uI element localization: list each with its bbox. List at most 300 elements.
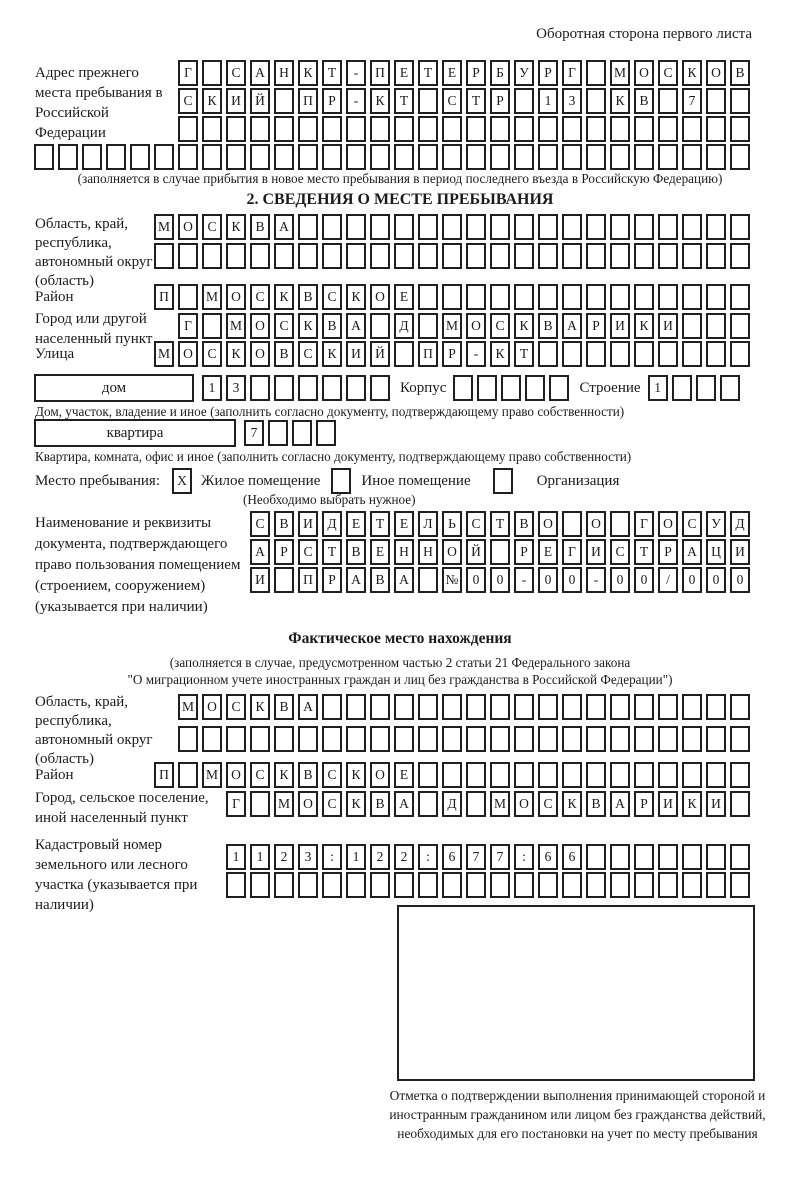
char-cell[interactable] <box>202 144 222 170</box>
char-cell[interactable] <box>682 872 702 898</box>
char-cell[interactable] <box>610 872 630 898</box>
char-cell[interactable] <box>672 375 692 401</box>
char-cell[interactable] <box>730 243 750 269</box>
char-cell[interactable] <box>418 284 438 310</box>
char-cell[interactable] <box>682 694 702 720</box>
char-cell[interactable]: С <box>322 791 342 817</box>
char-cell[interactable] <box>322 116 342 142</box>
char-cell[interactable] <box>658 762 678 788</box>
char-cell[interactable]: - <box>346 60 366 86</box>
char-cell[interactable] <box>696 375 716 401</box>
char-cell[interactable] <box>370 313 390 339</box>
char-cell[interactable] <box>730 313 750 339</box>
char-cell[interactable] <box>178 243 198 269</box>
char-cell[interactable] <box>490 872 510 898</box>
char-cell[interactable] <box>538 243 558 269</box>
char-cell[interactable]: И <box>730 539 750 565</box>
char-cell[interactable]: В <box>370 791 390 817</box>
char-cell[interactable]: В <box>298 762 318 788</box>
char-cell[interactable]: Е <box>370 539 390 565</box>
char-cell[interactable]: Й <box>370 341 390 367</box>
char-cell[interactable] <box>466 762 486 788</box>
char-cell[interactable] <box>610 726 630 752</box>
char-cell[interactable] <box>418 872 438 898</box>
char-cell[interactable] <box>586 844 606 870</box>
char-cell[interactable]: В <box>274 694 294 720</box>
char-cell[interactable] <box>490 726 510 752</box>
char-cell[interactable]: А <box>298 694 318 720</box>
char-cell[interactable]: Р <box>322 567 342 593</box>
char-cell[interactable]: М <box>154 341 174 367</box>
char-cell[interactable] <box>202 60 222 86</box>
char-cell[interactable]: В <box>322 313 342 339</box>
char-cell[interactable] <box>316 420 336 446</box>
char-cell[interactable]: И <box>250 567 270 593</box>
char-cell[interactable] <box>706 243 726 269</box>
char-cell[interactable]: К <box>562 791 582 817</box>
char-cell[interactable] <box>586 88 606 114</box>
char-cell[interactable]: 0 <box>466 567 486 593</box>
char-cell[interactable]: Е <box>394 511 414 537</box>
char-cell[interactable]: 1 <box>346 844 366 870</box>
char-cell[interactable]: А <box>394 791 414 817</box>
char-cell[interactable] <box>322 243 342 269</box>
char-cell[interactable] <box>490 214 510 240</box>
char-cell[interactable] <box>586 144 606 170</box>
char-cell[interactable]: С <box>490 313 510 339</box>
char-cell[interactable] <box>130 144 150 170</box>
char-cell[interactable] <box>549 375 569 401</box>
char-cell[interactable] <box>682 144 702 170</box>
char-cell[interactable]: Ц <box>706 539 726 565</box>
char-cell[interactable] <box>658 144 678 170</box>
char-cell[interactable] <box>514 762 534 788</box>
char-cell[interactable] <box>634 726 654 752</box>
char-cell[interactable] <box>514 726 534 752</box>
char-cell[interactable]: С <box>466 511 486 537</box>
char-cell[interactable]: Р <box>442 341 462 367</box>
char-cell[interactable] <box>586 341 606 367</box>
char-cell[interactable] <box>586 243 606 269</box>
char-cell[interactable]: А <box>250 60 270 86</box>
char-cell[interactable] <box>634 872 654 898</box>
char-cell[interactable] <box>250 116 270 142</box>
char-cell[interactable]: О <box>370 762 390 788</box>
char-cell[interactable] <box>658 872 678 898</box>
char-cell[interactable]: П <box>298 88 318 114</box>
char-cell[interactable] <box>490 284 510 310</box>
char-cell[interactable] <box>514 243 534 269</box>
char-cell[interactable]: 6 <box>442 844 462 870</box>
char-cell[interactable] <box>442 116 462 142</box>
char-cell[interactable] <box>394 872 414 898</box>
char-cell[interactable]: О <box>442 539 462 565</box>
char-cell[interactable] <box>538 341 558 367</box>
char-cell[interactable] <box>730 791 750 817</box>
char-cell[interactable]: 3 <box>226 375 246 401</box>
char-cell[interactable]: М <box>202 762 222 788</box>
residential-checkbox[interactable]: X <box>172 468 192 494</box>
char-cell[interactable] <box>634 144 654 170</box>
char-cell[interactable] <box>106 144 126 170</box>
char-cell[interactable]: П <box>418 341 438 367</box>
char-cell[interactable]: А <box>346 567 366 593</box>
char-cell[interactable]: 3 <box>562 88 582 114</box>
char-cell[interactable] <box>706 88 726 114</box>
char-cell[interactable]: К <box>298 60 318 86</box>
char-cell[interactable] <box>370 694 390 720</box>
char-cell[interactable]: С <box>298 341 318 367</box>
char-cell[interactable] <box>154 243 174 269</box>
char-cell[interactable] <box>394 144 414 170</box>
char-cell[interactable] <box>274 243 294 269</box>
char-cell[interactable] <box>525 375 545 401</box>
char-cell[interactable]: С <box>658 60 678 86</box>
char-cell[interactable]: Й <box>250 88 270 114</box>
char-cell[interactable]: Т <box>466 88 486 114</box>
char-cell[interactable]: Т <box>322 60 342 86</box>
char-cell[interactable] <box>658 88 678 114</box>
char-cell[interactable] <box>682 284 702 310</box>
char-cell[interactable]: В <box>634 88 654 114</box>
char-cell[interactable] <box>706 144 726 170</box>
char-cell[interactable]: О <box>202 694 222 720</box>
char-cell[interactable] <box>730 341 750 367</box>
char-cell[interactable] <box>394 116 414 142</box>
char-cell[interactable] <box>586 116 606 142</box>
char-cell[interactable]: Р <box>466 60 486 86</box>
char-cell[interactable] <box>274 872 294 898</box>
char-cell[interactable]: О <box>514 791 534 817</box>
char-cell[interactable]: К <box>346 284 366 310</box>
char-cell[interactable] <box>562 243 582 269</box>
char-cell[interactable] <box>394 694 414 720</box>
char-cell[interactable]: И <box>346 341 366 367</box>
char-cell[interactable] <box>610 844 630 870</box>
char-cell[interactable]: 7 <box>490 844 510 870</box>
char-cell[interactable]: О <box>706 60 726 86</box>
char-cell[interactable]: 3 <box>298 844 318 870</box>
char-cell[interactable] <box>370 375 390 401</box>
char-cell[interactable] <box>490 144 510 170</box>
char-cell[interactable] <box>682 341 702 367</box>
char-cell[interactable]: М <box>274 791 294 817</box>
char-cell[interactable]: : <box>418 844 438 870</box>
char-cell[interactable] <box>466 872 486 898</box>
char-cell[interactable]: Р <box>322 88 342 114</box>
char-cell[interactable]: К <box>226 341 246 367</box>
char-cell[interactable] <box>370 243 390 269</box>
char-cell[interactable]: Р <box>274 539 294 565</box>
char-cell[interactable]: Д <box>322 511 342 537</box>
char-cell[interactable] <box>370 116 390 142</box>
char-cell[interactable]: 0 <box>634 567 654 593</box>
char-cell[interactable] <box>562 144 582 170</box>
char-cell[interactable] <box>706 116 726 142</box>
char-cell[interactable]: 0 <box>562 567 582 593</box>
char-cell[interactable] <box>34 144 54 170</box>
char-cell[interactable]: С <box>610 539 630 565</box>
char-cell[interactable] <box>250 243 270 269</box>
char-cell[interactable] <box>586 60 606 86</box>
char-cell[interactable]: Г <box>634 511 654 537</box>
char-cell[interactable]: М <box>154 214 174 240</box>
char-cell[interactable] <box>226 144 246 170</box>
char-cell[interactable]: К <box>274 284 294 310</box>
char-cell[interactable] <box>634 694 654 720</box>
char-cell[interactable] <box>634 284 654 310</box>
char-cell[interactable] <box>226 726 246 752</box>
char-cell[interactable]: Д <box>394 313 414 339</box>
char-cell[interactable]: Е <box>394 762 414 788</box>
char-cell[interactable]: - <box>346 88 366 114</box>
char-cell[interactable]: С <box>274 313 294 339</box>
char-cell[interactable]: Г <box>178 313 198 339</box>
char-cell[interactable]: 0 <box>610 567 630 593</box>
char-cell[interactable] <box>501 375 521 401</box>
char-cell[interactable]: К <box>274 762 294 788</box>
char-cell[interactable] <box>154 144 174 170</box>
char-cell[interactable] <box>322 694 342 720</box>
char-cell[interactable]: О <box>298 791 318 817</box>
char-cell[interactable] <box>514 694 534 720</box>
char-cell[interactable] <box>346 116 366 142</box>
char-cell[interactable]: В <box>586 791 606 817</box>
char-cell[interactable]: К <box>322 341 342 367</box>
char-cell[interactable] <box>490 694 510 720</box>
char-cell[interactable] <box>610 243 630 269</box>
char-cell[interactable] <box>682 762 702 788</box>
char-cell[interactable]: А <box>274 214 294 240</box>
char-cell[interactable] <box>706 313 726 339</box>
char-cell[interactable]: Р <box>538 60 558 86</box>
char-cell[interactable] <box>562 694 582 720</box>
char-cell[interactable] <box>538 116 558 142</box>
char-cell[interactable] <box>274 375 294 401</box>
char-cell[interactable]: 0 <box>730 567 750 593</box>
char-cell[interactable]: О <box>466 313 486 339</box>
char-cell[interactable]: Г <box>562 539 582 565</box>
char-cell[interactable]: С <box>538 791 558 817</box>
char-cell[interactable]: Т <box>418 60 438 86</box>
char-cell[interactable]: Т <box>634 539 654 565</box>
char-cell[interactable]: О <box>370 284 390 310</box>
char-cell[interactable] <box>370 872 390 898</box>
char-cell[interactable]: 7 <box>466 844 486 870</box>
char-cell[interactable]: 7 <box>682 88 702 114</box>
char-cell[interactable]: К <box>346 762 366 788</box>
char-cell[interactable]: С <box>322 284 342 310</box>
char-cell[interactable] <box>466 214 486 240</box>
char-cell[interactable] <box>610 694 630 720</box>
char-cell[interactable] <box>226 243 246 269</box>
char-cell[interactable] <box>442 284 462 310</box>
char-cell[interactable] <box>490 116 510 142</box>
char-cell[interactable]: К <box>490 341 510 367</box>
char-cell[interactable]: П <box>154 284 174 310</box>
char-cell[interactable] <box>562 341 582 367</box>
char-cell[interactable]: В <box>298 284 318 310</box>
char-cell[interactable] <box>442 762 462 788</box>
char-cell[interactable] <box>442 694 462 720</box>
char-cell[interactable] <box>274 88 294 114</box>
char-cell[interactable] <box>274 116 294 142</box>
char-cell[interactable] <box>418 726 438 752</box>
char-cell[interactable]: Е <box>442 60 462 86</box>
char-cell[interactable]: С <box>178 88 198 114</box>
char-cell[interactable] <box>658 116 678 142</box>
char-cell[interactable] <box>292 420 312 446</box>
char-cell[interactable] <box>658 341 678 367</box>
char-cell[interactable]: Е <box>346 511 366 537</box>
char-cell[interactable] <box>658 726 678 752</box>
char-cell[interactable]: Т <box>490 511 510 537</box>
char-cell[interactable]: П <box>298 567 318 593</box>
char-cell[interactable] <box>346 214 366 240</box>
char-cell[interactable] <box>514 214 534 240</box>
char-cell[interactable] <box>442 214 462 240</box>
char-cell[interactable] <box>322 726 342 752</box>
char-cell[interactable] <box>586 726 606 752</box>
char-cell[interactable] <box>706 214 726 240</box>
char-cell[interactable]: О <box>250 313 270 339</box>
char-cell[interactable]: Г <box>562 60 582 86</box>
char-cell[interactable]: О <box>634 60 654 86</box>
char-cell[interactable] <box>610 284 630 310</box>
char-cell[interactable] <box>634 341 654 367</box>
char-cell[interactable]: В <box>274 511 294 537</box>
char-cell[interactable]: 1 <box>648 375 668 401</box>
char-cell[interactable] <box>730 726 750 752</box>
char-cell[interactable]: А <box>682 539 702 565</box>
char-cell[interactable] <box>322 872 342 898</box>
char-cell[interactable]: О <box>226 762 246 788</box>
char-cell[interactable] <box>418 144 438 170</box>
char-cell[interactable] <box>370 214 390 240</box>
char-cell[interactable]: Н <box>418 539 438 565</box>
char-cell[interactable] <box>442 872 462 898</box>
char-cell[interactable] <box>466 243 486 269</box>
char-cell[interactable] <box>562 284 582 310</box>
char-cell[interactable]: 0 <box>538 567 558 593</box>
char-cell[interactable]: А <box>250 539 270 565</box>
char-cell[interactable] <box>730 88 750 114</box>
char-cell[interactable] <box>250 726 270 752</box>
char-cell[interactable]: 1 <box>250 844 270 870</box>
char-cell[interactable]: М <box>490 791 510 817</box>
char-cell[interactable] <box>466 284 486 310</box>
char-cell[interactable]: О <box>658 511 678 537</box>
char-cell[interactable]: С <box>226 694 246 720</box>
char-cell[interactable]: 1 <box>226 844 246 870</box>
char-cell[interactable] <box>418 88 438 114</box>
char-cell[interactable] <box>346 726 366 752</box>
char-cell[interactable] <box>610 116 630 142</box>
char-cell[interactable] <box>706 284 726 310</box>
char-cell[interactable]: М <box>442 313 462 339</box>
char-cell[interactable] <box>720 375 740 401</box>
char-cell[interactable] <box>268 420 288 446</box>
char-cell[interactable]: К <box>202 88 222 114</box>
char-cell[interactable] <box>274 144 294 170</box>
char-cell[interactable] <box>346 694 366 720</box>
char-cell[interactable]: Й <box>466 539 486 565</box>
char-cell[interactable] <box>418 694 438 720</box>
char-cell[interactable]: В <box>538 313 558 339</box>
char-cell[interactable] <box>538 284 558 310</box>
char-cell[interactable] <box>418 116 438 142</box>
char-cell[interactable]: О <box>178 341 198 367</box>
char-cell[interactable] <box>610 511 630 537</box>
char-cell[interactable] <box>658 284 678 310</box>
char-cell[interactable]: В <box>370 567 390 593</box>
char-cell[interactable] <box>562 116 582 142</box>
char-cell[interactable]: / <box>658 567 678 593</box>
char-cell[interactable]: К <box>346 791 366 817</box>
char-cell[interactable]: Н <box>274 60 294 86</box>
char-cell[interactable]: 6 <box>538 844 558 870</box>
char-cell[interactable] <box>394 214 414 240</box>
char-cell[interactable]: Д <box>442 791 462 817</box>
char-cell[interactable] <box>706 844 726 870</box>
char-cell[interactable]: Т <box>394 88 414 114</box>
char-cell[interactable] <box>538 214 558 240</box>
char-cell[interactable] <box>466 726 486 752</box>
char-cell[interactable] <box>394 341 414 367</box>
char-cell[interactable] <box>562 511 582 537</box>
char-cell[interactable]: 0 <box>706 567 726 593</box>
char-cell[interactable] <box>442 144 462 170</box>
char-cell[interactable] <box>466 694 486 720</box>
char-cell[interactable]: И <box>586 539 606 565</box>
char-cell[interactable]: : <box>322 844 342 870</box>
char-cell[interactable]: П <box>154 762 174 788</box>
char-cell[interactable] <box>298 144 318 170</box>
char-cell[interactable]: У <box>514 60 534 86</box>
char-cell[interactable]: И <box>298 511 318 537</box>
char-cell[interactable] <box>682 214 702 240</box>
char-cell[interactable]: В <box>730 60 750 86</box>
char-cell[interactable]: К <box>226 214 246 240</box>
char-cell[interactable]: О <box>178 214 198 240</box>
char-cell[interactable]: Р <box>514 539 534 565</box>
char-cell[interactable] <box>298 214 318 240</box>
char-cell[interactable] <box>514 872 534 898</box>
char-cell[interactable] <box>274 567 294 593</box>
char-cell[interactable]: К <box>682 60 702 86</box>
char-cell[interactable] <box>178 144 198 170</box>
char-cell[interactable] <box>706 726 726 752</box>
char-cell[interactable]: С <box>298 539 318 565</box>
char-cell[interactable]: Л <box>418 511 438 537</box>
char-cell[interactable] <box>706 872 726 898</box>
char-cell[interactable] <box>730 872 750 898</box>
char-cell[interactable]: Ь <box>442 511 462 537</box>
char-cell[interactable]: Р <box>634 791 654 817</box>
char-cell[interactable] <box>634 844 654 870</box>
char-cell[interactable] <box>442 243 462 269</box>
char-cell[interactable]: В <box>250 214 270 240</box>
char-cell[interactable] <box>706 762 726 788</box>
char-cell[interactable]: М <box>226 313 246 339</box>
char-cell[interactable]: С <box>250 511 270 537</box>
char-cell[interactable] <box>178 284 198 310</box>
char-cell[interactable]: И <box>610 313 630 339</box>
char-cell[interactable]: № <box>442 567 462 593</box>
char-cell[interactable]: - <box>466 341 486 367</box>
char-cell[interactable] <box>610 214 630 240</box>
char-cell[interactable]: Р <box>658 539 678 565</box>
